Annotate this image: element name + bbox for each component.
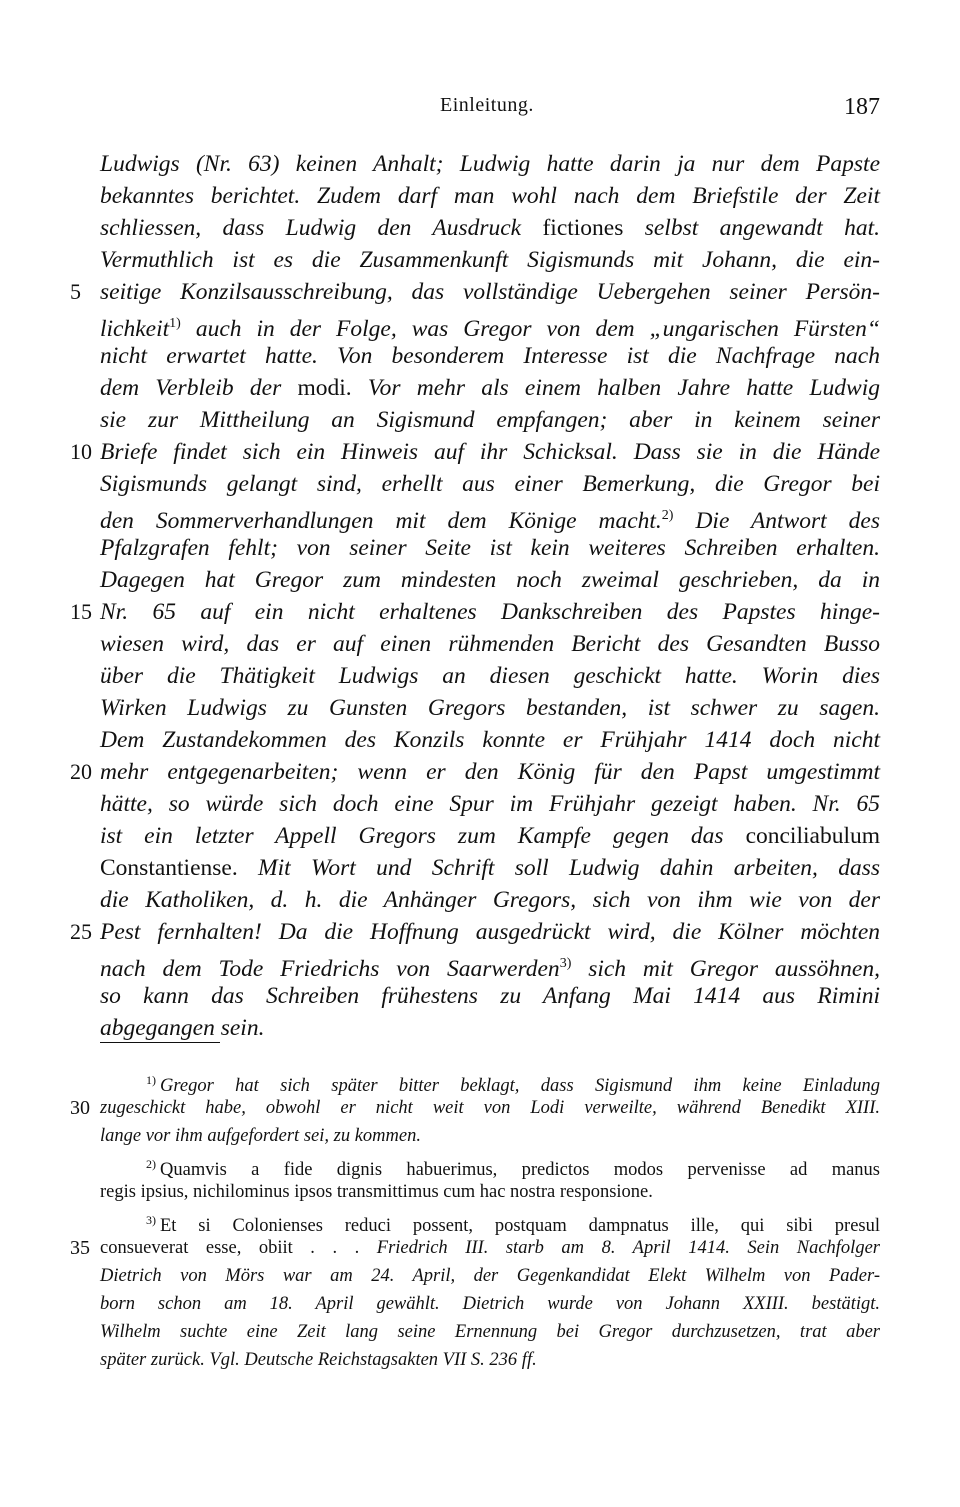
text-run: Briefe findet sich ein Hinweis auf ihr Schicksal. Dass sie in die Hände [100,439,880,465]
text-run: Constantiense. [100,855,238,881]
text-line [100,500,880,532]
footnote-line: Wilhelm suchte eine Zeit lang seine Ernennung bei Gregor durchzusetzen, trat aber [100,1322,880,1342]
footnote-line: lange vor ihm aufgefordert sei, zu kommen. [100,1126,421,1146]
running-title: Einleitung. [440,94,534,116]
text-run: nach dem Tode Friedrichs von Saarwerden [100,956,560,982]
text-line: Pfalzgrafen fehlt; von seiner Seite ist kein weiteres Schreiben erhalten. [100,535,880,561]
text-line: Dem Zustandekommen des Konzils konnte er Frühjahr 1414 doch nicht [100,727,880,753]
line-number: 5 [70,279,81,304]
text-run: Nr. 65 auf ein nicht erhaltenes Dankschreiben des Papstes hinge- [100,599,880,625]
text-line: über die Thätigkeit Ludwigs an diesen geschickt hatte. Worin dies [100,663,880,689]
footnote-line [100,1066,880,1094]
text-run: den Sommerverhandlungen mit dem Könige macht. [100,508,662,534]
footnote-mark: 1) [146,1073,156,1087]
text-line: Wirken Ludwigs zu Gunsten Gregors bestanden, ist schwer zu sagen. [100,695,880,721]
text-run: Gregor hat sich später bitter beklagt, dass Sigismund ihm keine Einladung [160,1076,880,1096]
footnote-ref: 2) [661,508,674,523]
text-run: fictiones [521,215,645,241]
text-line: wiesen wird, das er auf einen rühmenden Bericht des Gesandten Busso [100,631,880,657]
line-number: 25 [70,919,92,944]
footnote-ref: 1) [169,316,181,331]
footnote-line: Dietrich von Mörs war am 24. April, der Gegenkandidat Elekt Wilhelm von Pader- [100,1266,880,1286]
footnote-ref: 3) [559,956,572,971]
text-line: Dagegen hat Gregor zum mindesten noch zweimal geschrieben, da in [100,567,880,593]
text-run: consueverat esse, obiit . . . [100,1238,360,1258]
footnote-line [70,1234,880,1262]
text-run: schliessen, dass Ludwig den Ausdruck [100,215,522,241]
text-line [70,436,880,468]
text-line [70,756,880,788]
text-run: Friedrich III. starb am 8. April 1414. Sein Nachfolger [359,1238,880,1258]
text-line [100,212,880,244]
line-number: 10 [70,439,92,464]
text-line: so kann das Schreiben frühestens zu Anfang Mai 1414 aus Rimini [100,983,880,1009]
footnote-mark: 3) [146,1213,156,1227]
line-number: 30 [70,1097,90,1119]
footnote-line: später zurück. Vgl. Deutsche Reichstagsakten VII S. 236 ff. [100,1350,537,1370]
text-line: sie zur Mittheilung an Sigismund empfangen; aber in keinem seiner [100,407,880,433]
text-line [100,372,880,404]
running-head [100,94,880,124]
text-run: dem Verbleib der [100,375,282,401]
text-line: Sigismunds gelangt sind, erhellt aus einer Bemerkung, die Gregor bei [100,471,880,497]
text-line: abgegangen sein. [100,1015,265,1041]
text-run: lichkeit [100,316,170,342]
text-run: Mit Wort und Schrift soll Ludwig dahin arbeiten, dass [237,855,880,881]
text-line: bekanntes berichtet. Zudem darf man wohl nach dem Briefstile der Zeit [100,183,880,209]
text-run: seitige Konzilsausschreibung, das vollständige Uebergehen seiner Persön- [100,279,880,305]
text-line [100,308,880,340]
footnote-mark: 2) [146,1157,156,1171]
text-run: mehr entgegenarbeiten; wenn er den König für den Papst umgestimmt [100,759,880,785]
text-run: Quamvis a fide dignis habuerimus, predictos modos pervenisse ad manus [160,1160,880,1180]
text-run: Et si Colonienses reduci possent, postquam dampnatus ille, qui sibi presul [160,1216,880,1236]
text-run: zugeschickt habe, obwohl er nicht weit von Lodi verweilte, während Benedikt XIII. [100,1098,880,1118]
line-number: 15 [70,599,92,624]
text-run: Vor mehr als einem halben Jahre hatte Ludwig [367,375,880,401]
text-line [70,916,880,948]
text-run: Die Antwort des [673,508,880,534]
footnote-rule [100,1042,220,1043]
line-number: 20 [70,759,92,784]
text-run: ist ein letzter Appell Gregors zum Kampfe gegen das [100,823,724,849]
text-line [100,820,880,852]
text-line: hätte, so würde sich doch eine Spur im Frühjahr gezeigt haben. Nr. 65 [100,791,880,817]
text-line [70,276,880,308]
text-line [100,948,880,980]
text-run: Pest fernhalten! Da die Hoffnung ausgedrückt wird, die Kölner möchten [100,919,880,945]
text-run: sich mit Gregor aussöhnen, [571,956,880,982]
line-number: 35 [70,1237,90,1259]
text-run: auch in der Folge, was Gregor von dem „ungarischen Fürsten“ [180,316,880,342]
text-run: conciliabulum [723,823,881,849]
text-line: die Katholiken, d. h. die Anhänger Gregors, sich von ihm wie von der [100,887,880,913]
text-line: Vermuthlich ist es die Zusammenkunft Sigismunds mit Johann, die ein- [100,247,880,273]
text-run: selbst angewandt hat. [644,215,880,241]
text-line: Ludwigs (Nr. 63) keinen Anhalt; Ludwig hatte darin ja nur dem Papste [100,151,880,177]
footnote-line: born schon am 18. April gewählt. Dietrich wurde von Johann XXIII. bestätigt. [100,1294,880,1314]
text-run: modi. [281,375,368,401]
page-number: 187 [844,94,880,120]
footnote-line: regis ipsius, nichilominus ipsos transmittimus cum hac nostra responsione. [100,1182,653,1202]
text-line: nicht erwartet hatte. Von besonderem Interesse ist die Nachfrage nach [100,343,880,369]
footnote-line [100,1150,880,1178]
footnote-line [70,1094,880,1122]
text-line [100,852,880,884]
footnote-line [100,1206,880,1234]
text-line [70,596,880,628]
